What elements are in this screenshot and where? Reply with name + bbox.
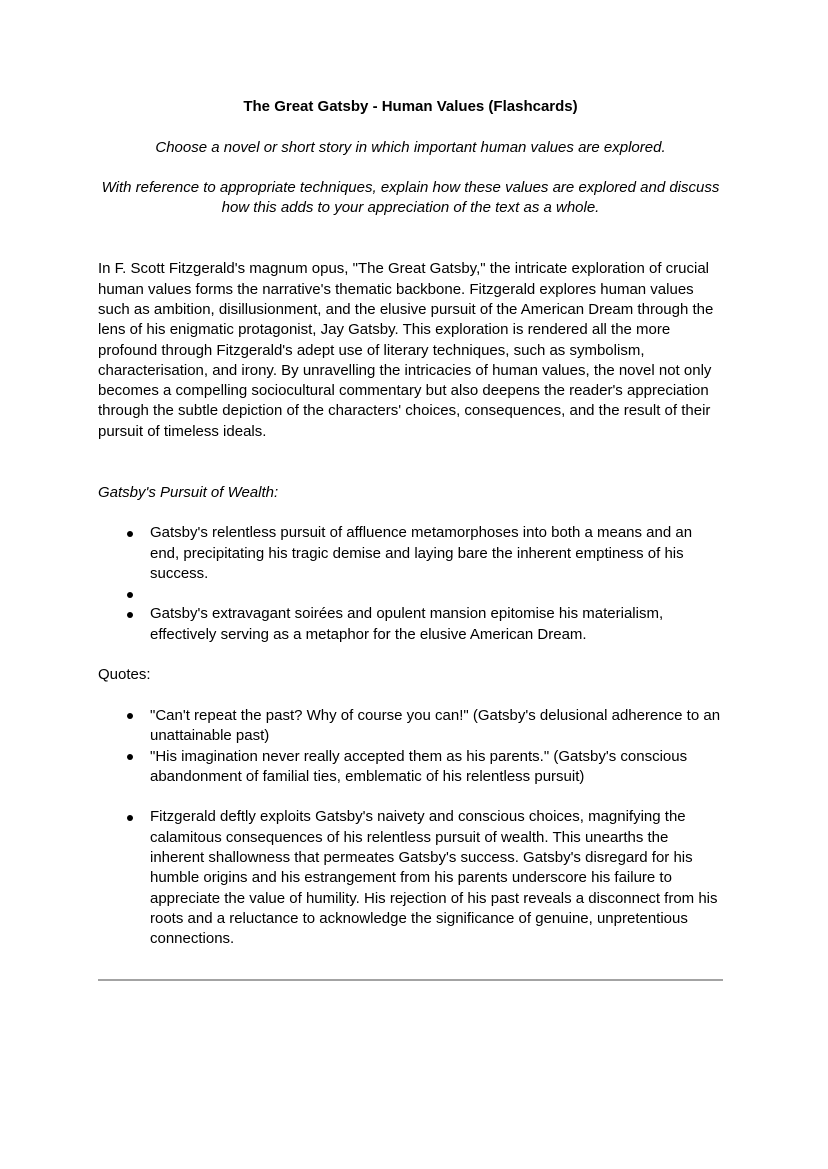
list-item: Gatsby's extravagant soirées and opulent mansion epitomise his materialism, effectively serving as a metaphor for the elusive American Dream. — [98, 604, 723, 645]
essay-prompt-line-1: Choose a novel or short story in which important human values are explored. — [155, 138, 666, 156]
intro-paragraph: In F. Scott Fitzgerald's magnum opus, "The Great Gatsby," the intricate exploration of crucial human values forms the narrative's thematic backbone. Fitzgerald explores human values such as ambition, disillusionment, and the elusive pursuit of the American Dream through the lens of his enigmatic protagonist, Jay Gatsby. This exploration is rendered all the more profound through Fitzgerald's adept use of literary techniques, such as symbolism, characterisation, and irony. By unravelling the intricacies of human values, the novel not only becomes a compelling sociocultural commentary but also deepens the reader's appreciation through the subtle depiction of the characters' choices, consequences, and the result of their pursuit of timeless ideals. — [98, 260, 714, 440]
section-heading-wealth: Gatsby's Pursuit of Wealth: — [98, 483, 279, 501]
wealth-bullet-list — [98, 523, 723, 645]
horizontal-rule — [98, 979, 723, 981]
list-item: "Can't repeat the past? Why of course you can!" (Gatsby's delusional adherence to an unattainable past) — [98, 706, 723, 747]
list-item: "His imagination never really accepted them as his parents." (Gatsby's conscious abandonment of familial ties, emblematic of his relentless pursuit) — [98, 747, 723, 788]
list-item-empty — [98, 584, 723, 604]
analysis-bullet-list — [98, 807, 723, 949]
quotes-bullet-list — [98, 706, 723, 787]
list-item: Gatsby's relentless pursuit of affluence metamorphoses into both a means and an end, precipitating his tragic demise and laying bare the inherent emptiness of his success. — [98, 523, 723, 584]
essay-prompt-line-2: With reference to appropriate techniques, explain how these values are explored and discuss how this adds to your appreciation of the text as a whole. — [101, 179, 720, 217]
list-item: Fitzgerald deftly exploits Gatsby's naivety and conscious choices, magnifying the calamitous consequences of his relentless pursuit of wealth. This unearths the inherent shallowness that permeates Gatsby's success. Gatsby's disregard for his humble origins and his estrangement from his parents underscore his failure to appreciate the value of humility. His rejection of his past reveals a disconnect from his roots and a reluctance to acknowledge the significance of genuine, unpretentious connections. — [98, 807, 723, 949]
quotes-label: Quotes: — [98, 666, 151, 684]
document-title: The Great Gatsby - Human Values (Flashcards) — [243, 98, 578, 115]
